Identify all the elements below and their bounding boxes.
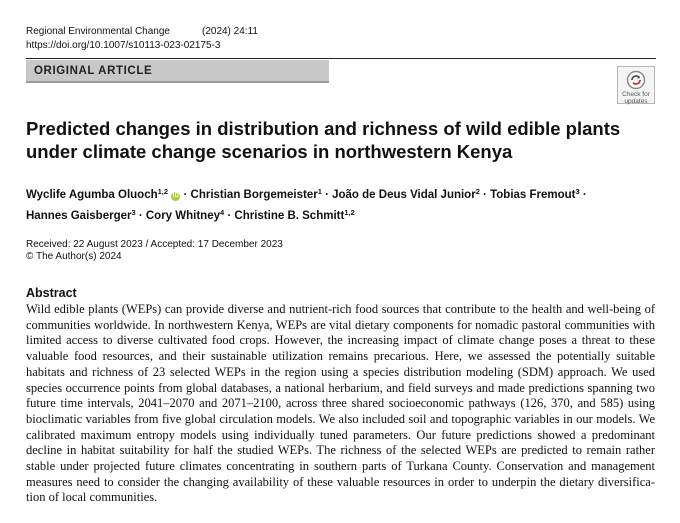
- journal-volume: (2024) 24:11: [201, 26, 258, 37]
- copyright-notice: © The Author(s) 2024: [26, 251, 122, 262]
- author-affiliation: 3: [575, 187, 580, 196]
- article-type-banner: [26, 60, 329, 83]
- author-affiliation: 1: [317, 187, 322, 196]
- author-affiliation: 2: [475, 187, 480, 196]
- author-name[interactable]: Christine B. Schmitt: [234, 210, 345, 222]
- author-affiliation: 4: [220, 208, 225, 217]
- received-accepted-dates: Received: 22 August 2023 / Accepted: 17 December 2023: [26, 239, 283, 250]
- check-for-updates-icon: [626, 67, 646, 90]
- abstract-body: Wild edible plants (WEPs) can provide diverse and nutrient-rich food sources that contribute to the health and well-being of communities worldwide. In northwestern Kenya, WEPs are vital dietary components for nomadic pastoral communities with limited access to diverse cultivated food crops. However, the increasing impact of climate change poses a threat to these valuable food resources, and their sustainable utilization remains precarious. Here, we assessed the potentially suitable habitats and richness of 23 selected WEPs in the region using a species distribution modeling (SDM) approach. We used species occurrence points from global databases, a national herbarium, and field surveys and made predictions spanning two future time intervals, 2041–2070 and 2071–2100, across three shared socioeconomic pathways (126, 370, and 585) using bioclimatic variables from five global circulation models. We also included soil and topographic variables in our models. We calibrated maximum entropy models using individually tuned parameters. Our future predictions showed a predominant decline in habitat suitability for half the studied WEPs. The richness of the selected WEPs are predicted to remain rather stable under projected future climates concentrating in southern parts of Turkana County. Conservation and management measures need to consider the changing availability of these valuable resources in order to underpin the dietary diversification of local communities.: [26, 302, 655, 505]
- author-affiliation: 1,2: [344, 208, 355, 217]
- author-affiliation: 1,2: [157, 187, 169, 196]
- author-name[interactable]: João de Deus Vidal Junior: [332, 189, 476, 201]
- header-rule: [26, 58, 656, 59]
- author-list: Wyclife Agumba Oluoch$^{1,2}$ iD · Christian Borgemeister$^1$ · João de Deus Vidal Junior$^2$ · Tobias Fremout$^3$ · Hannes Gaisberger$^3$ · Cory Whitney$^4$ · Christine B. Schmitt$^{1,2}$: [26, 187, 587, 222]
- article-type-label: ORIGINAL ARTICLE: [34, 65, 153, 77]
- abstract-heading: Abstract: [26, 286, 77, 300]
- author-name[interactable]: Cory Whitney: [145, 210, 220, 222]
- author-name[interactable]: Christian Borgemeister: [190, 189, 318, 201]
- article-title: Predicted changes in distribution and richness of wild edible plants under climate change scenarios in northwestern Kenya: [26, 118, 621, 162]
- author-name[interactable]: Tobias Fremout: [490, 189, 576, 201]
- author-name[interactable]: Wyclife Agumba Oluoch: [26, 189, 158, 201]
- journal-name: Regional Environmental Change: [26, 26, 170, 37]
- journal-citation: [26, 25, 258, 38]
- check-for-updates-label: Check for updates: [622, 91, 650, 105]
- author-name[interactable]: Hannes Gaisberger: [26, 210, 132, 222]
- doi-link[interactable]: https://doi.org/10.1007/s10113-023-02175-3: [26, 40, 221, 51]
- author-affiliation: 3: [131, 208, 136, 217]
- orcid-icon[interactable]: iD: [172, 193, 179, 199]
- check-for-updates-button[interactable]: [617, 66, 655, 104]
